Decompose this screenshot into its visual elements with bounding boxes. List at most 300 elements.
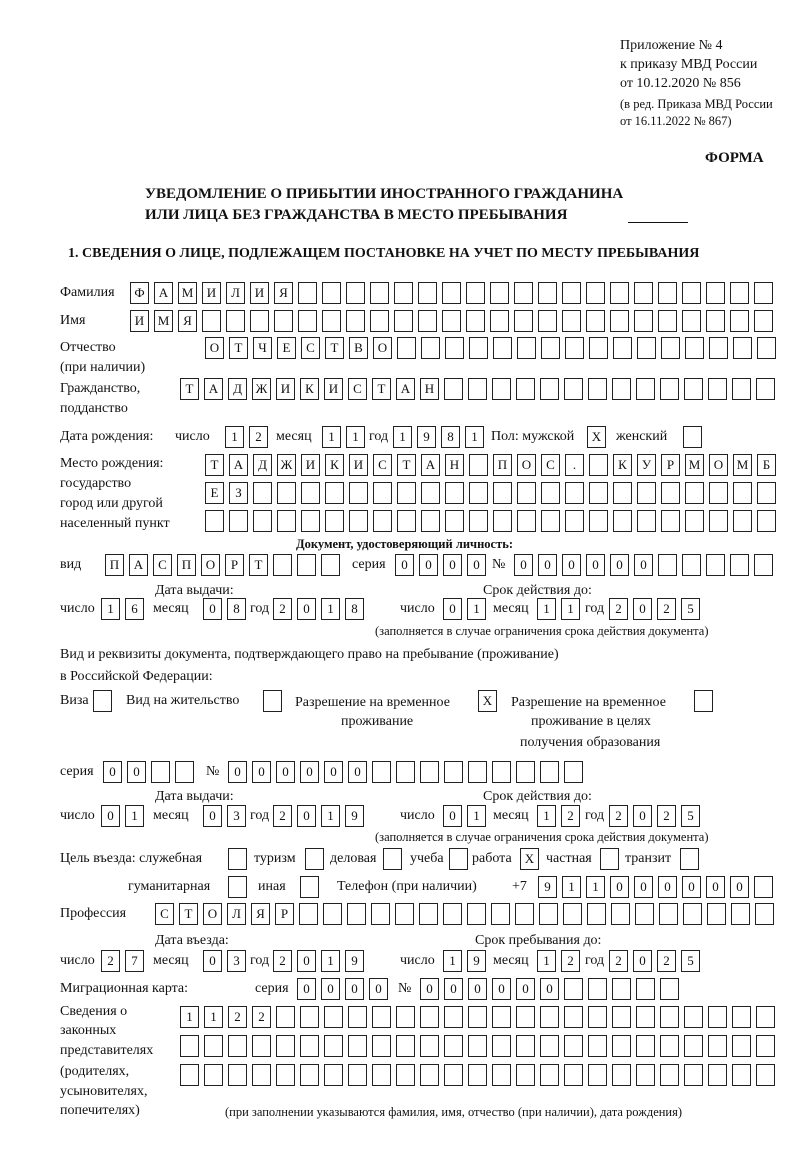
char-box[interactable] bbox=[325, 510, 344, 532]
char-box[interactable]: 9 bbox=[538, 876, 557, 898]
char-box[interactable] bbox=[682, 310, 701, 332]
char-box[interactable]: А bbox=[396, 378, 415, 400]
char-box[interactable] bbox=[373, 482, 392, 504]
char-box[interactable] bbox=[516, 1064, 535, 1086]
female-checkbox[interactable] bbox=[683, 426, 702, 448]
char-box[interactable]: Ж bbox=[252, 378, 271, 400]
char-box[interactable] bbox=[346, 282, 365, 304]
char-box[interactable] bbox=[445, 482, 464, 504]
char-box[interactable] bbox=[588, 978, 607, 1000]
char-box[interactable]: А bbox=[421, 454, 440, 476]
char-box[interactable] bbox=[613, 337, 632, 359]
char-box[interactable] bbox=[587, 903, 606, 925]
char-box[interactable] bbox=[756, 1064, 775, 1086]
char-box[interactable] bbox=[323, 903, 342, 925]
char-box[interactable]: В bbox=[349, 337, 368, 359]
char-box[interactable] bbox=[708, 1035, 727, 1057]
char-box[interactable] bbox=[661, 482, 680, 504]
char-box[interactable]: 2 bbox=[273, 950, 292, 972]
char-box[interactable]: П bbox=[493, 454, 512, 476]
char-box[interactable]: С bbox=[373, 454, 392, 476]
char-box[interactable] bbox=[754, 310, 773, 332]
char-box[interactable] bbox=[634, 310, 653, 332]
char-box[interactable]: 2 bbox=[273, 598, 292, 620]
char-box[interactable]: Ч bbox=[253, 337, 272, 359]
stay-number-field[interactable] bbox=[228, 761, 583, 783]
char-box[interactable]: 1 bbox=[561, 598, 580, 620]
char-box[interactable] bbox=[660, 978, 679, 1000]
char-box[interactable]: Н bbox=[445, 454, 464, 476]
mc-number-field[interactable] bbox=[420, 978, 679, 1000]
visa-checkbox[interactable] bbox=[93, 690, 112, 712]
char-box[interactable] bbox=[468, 761, 487, 783]
char-box[interactable] bbox=[492, 1035, 511, 1057]
char-box[interactable]: 0 bbox=[586, 554, 605, 576]
char-box[interactable] bbox=[370, 310, 389, 332]
char-box[interactable] bbox=[661, 510, 680, 532]
stay-issue-year-field[interactable] bbox=[273, 805, 364, 827]
char-box[interactable] bbox=[228, 848, 247, 870]
char-box[interactable] bbox=[757, 510, 776, 532]
char-box[interactable] bbox=[541, 510, 560, 532]
char-box[interactable] bbox=[418, 310, 437, 332]
char-box[interactable]: 1 bbox=[322, 426, 341, 448]
char-box[interactable] bbox=[564, 378, 583, 400]
char-box[interactable] bbox=[636, 1035, 655, 1057]
char-box[interactable]: Н bbox=[420, 378, 439, 400]
char-box[interactable] bbox=[299, 903, 318, 925]
char-box[interactable] bbox=[685, 510, 704, 532]
char-box[interactable]: 3 bbox=[227, 805, 246, 827]
char-box[interactable] bbox=[733, 337, 752, 359]
char-box[interactable]: 1 bbox=[180, 1006, 199, 1028]
char-box[interactable]: X bbox=[478, 690, 497, 712]
char-box[interactable] bbox=[325, 482, 344, 504]
char-box[interactable] bbox=[396, 1064, 415, 1086]
char-box[interactable]: Е bbox=[205, 482, 224, 504]
char-box[interactable] bbox=[517, 510, 536, 532]
char-box[interactable]: Т bbox=[205, 454, 224, 476]
char-box[interactable] bbox=[685, 337, 704, 359]
char-box[interactable]: 1 bbox=[467, 598, 486, 620]
char-box[interactable]: М bbox=[685, 454, 704, 476]
char-box[interactable] bbox=[492, 761, 511, 783]
char-box[interactable]: Д bbox=[253, 454, 272, 476]
char-box[interactable]: 0 bbox=[633, 950, 652, 972]
char-box[interactable] bbox=[709, 510, 728, 532]
char-box[interactable]: 0 bbox=[321, 978, 340, 1000]
char-box[interactable] bbox=[709, 482, 728, 504]
citizenship-field[interactable] bbox=[180, 378, 775, 400]
char-box[interactable]: 0 bbox=[297, 805, 316, 827]
char-box[interactable]: 0 bbox=[395, 554, 414, 576]
char-box[interactable] bbox=[444, 1006, 463, 1028]
id-issue-day-field[interactable] bbox=[101, 598, 144, 620]
char-box[interactable] bbox=[612, 378, 631, 400]
stay-series-field[interactable] bbox=[103, 761, 194, 783]
char-box[interactable] bbox=[151, 761, 170, 783]
char-box[interactable] bbox=[276, 1064, 295, 1086]
char-box[interactable] bbox=[229, 510, 248, 532]
char-box[interactable] bbox=[684, 1064, 703, 1086]
char-box[interactable] bbox=[517, 482, 536, 504]
char-box[interactable] bbox=[322, 282, 341, 304]
char-box[interactable] bbox=[449, 848, 468, 870]
char-box[interactable]: 1 bbox=[537, 598, 556, 620]
char-box[interactable]: О bbox=[203, 903, 222, 925]
char-box[interactable]: 2 bbox=[252, 1006, 271, 1028]
char-box[interactable] bbox=[421, 510, 440, 532]
char-box[interactable] bbox=[468, 1006, 487, 1028]
trp-edu-checkbox[interactable] bbox=[694, 690, 713, 712]
char-box[interactable] bbox=[516, 761, 535, 783]
id-number-field[interactable] bbox=[514, 554, 773, 576]
char-box[interactable]: 8 bbox=[227, 598, 246, 620]
char-box[interactable] bbox=[684, 1006, 703, 1028]
surname-field[interactable] bbox=[130, 282, 773, 304]
char-box[interactable] bbox=[708, 1064, 727, 1086]
char-box[interactable] bbox=[684, 378, 703, 400]
char-box[interactable]: 2 bbox=[273, 805, 292, 827]
char-box[interactable] bbox=[420, 1064, 439, 1086]
purpose-private-checkbox[interactable] bbox=[600, 848, 619, 870]
char-box[interactable] bbox=[469, 454, 488, 476]
profession-field[interactable] bbox=[155, 903, 774, 925]
char-box[interactable]: О bbox=[201, 554, 220, 576]
char-box[interactable] bbox=[394, 310, 413, 332]
char-box[interactable]: 1 bbox=[125, 805, 144, 827]
purpose-work-checkbox[interactable] bbox=[520, 848, 539, 870]
char-box[interactable]: 2 bbox=[561, 805, 580, 827]
char-box[interactable]: Ж bbox=[277, 454, 296, 476]
char-box[interactable]: 1 bbox=[443, 950, 462, 972]
char-box[interactable] bbox=[612, 1064, 631, 1086]
char-box[interactable] bbox=[538, 282, 557, 304]
char-box[interactable]: 2 bbox=[609, 805, 628, 827]
purpose-business-checkbox[interactable] bbox=[383, 848, 402, 870]
char-box[interactable]: 0 bbox=[610, 554, 629, 576]
char-box[interactable] bbox=[445, 337, 464, 359]
char-box[interactable] bbox=[514, 282, 533, 304]
char-box[interactable] bbox=[469, 337, 488, 359]
char-box[interactable] bbox=[757, 337, 776, 359]
char-box[interactable]: 0 bbox=[276, 761, 295, 783]
char-box[interactable] bbox=[610, 310, 629, 332]
char-box[interactable]: 1 bbox=[321, 950, 340, 972]
char-box[interactable] bbox=[492, 1064, 511, 1086]
char-box[interactable] bbox=[708, 378, 727, 400]
char-box[interactable]: 9 bbox=[467, 950, 486, 972]
char-box[interactable]: 1 bbox=[225, 426, 244, 448]
char-box[interactable]: 0 bbox=[516, 978, 535, 1000]
char-box[interactable] bbox=[469, 482, 488, 504]
char-box[interactable] bbox=[660, 1035, 679, 1057]
char-box[interactable] bbox=[396, 761, 415, 783]
char-box[interactable]: 1 bbox=[393, 426, 412, 448]
char-box[interactable] bbox=[324, 1035, 343, 1057]
char-box[interactable]: А bbox=[204, 378, 223, 400]
char-box[interactable] bbox=[277, 482, 296, 504]
char-box[interactable] bbox=[658, 282, 677, 304]
residence-checkbox[interactable] bbox=[263, 690, 282, 712]
char-box[interactable] bbox=[637, 482, 656, 504]
char-box[interactable] bbox=[732, 378, 751, 400]
mc-series-field[interactable] bbox=[297, 978, 388, 1000]
char-box[interactable]: О bbox=[517, 454, 536, 476]
char-box[interactable] bbox=[276, 1006, 295, 1028]
char-box[interactable] bbox=[228, 1064, 247, 1086]
char-box[interactable]: 0 bbox=[420, 978, 439, 1000]
char-box[interactable] bbox=[613, 482, 632, 504]
char-box[interactable]: 2 bbox=[609, 598, 628, 620]
char-box[interactable]: У bbox=[637, 454, 656, 476]
char-box[interactable] bbox=[250, 310, 269, 332]
birth-year-field[interactable] bbox=[393, 426, 484, 448]
patronymic-field[interactable] bbox=[205, 337, 776, 359]
char-box[interactable]: Т bbox=[325, 337, 344, 359]
char-box[interactable] bbox=[565, 482, 584, 504]
char-box[interactable]: 0 bbox=[443, 598, 462, 620]
id-valid-year-field[interactable] bbox=[609, 598, 700, 620]
char-box[interactable]: С bbox=[155, 903, 174, 925]
char-box[interactable]: 0 bbox=[297, 950, 316, 972]
char-box[interactable]: А bbox=[229, 454, 248, 476]
char-box[interactable]: Т bbox=[180, 378, 199, 400]
char-box[interactable] bbox=[756, 1006, 775, 1028]
char-box[interactable] bbox=[682, 282, 701, 304]
char-box[interactable]: 1 bbox=[346, 426, 365, 448]
id-kind-field[interactable] bbox=[105, 554, 340, 576]
char-box[interactable] bbox=[589, 337, 608, 359]
char-box[interactable] bbox=[733, 510, 752, 532]
char-box[interactable]: К bbox=[325, 454, 344, 476]
char-box[interactable]: К bbox=[300, 378, 319, 400]
char-box[interactable]: 2 bbox=[609, 950, 628, 972]
char-box[interactable]: С bbox=[348, 378, 367, 400]
char-box[interactable] bbox=[305, 848, 324, 870]
char-box[interactable] bbox=[349, 482, 368, 504]
char-box[interactable] bbox=[682, 554, 701, 576]
char-box[interactable] bbox=[754, 876, 773, 898]
char-box[interactable]: 0 bbox=[127, 761, 146, 783]
char-box[interactable] bbox=[469, 510, 488, 532]
char-box[interactable] bbox=[276, 1035, 295, 1057]
birth-place-field-2[interactable] bbox=[205, 482, 776, 504]
char-box[interactable]: 0 bbox=[300, 761, 319, 783]
char-box[interactable]: 0 bbox=[348, 761, 367, 783]
char-box[interactable] bbox=[467, 903, 486, 925]
char-box[interactable]: 1 bbox=[537, 950, 556, 972]
char-box[interactable] bbox=[706, 282, 725, 304]
char-box[interactable] bbox=[563, 903, 582, 925]
char-box[interactable]: 1 bbox=[586, 876, 605, 898]
char-box[interactable]: 0 bbox=[444, 978, 463, 1000]
char-box[interactable] bbox=[586, 282, 605, 304]
char-box[interactable]: И bbox=[130, 310, 149, 332]
char-box[interactable]: 0 bbox=[419, 554, 438, 576]
char-box[interactable]: 9 bbox=[345, 805, 364, 827]
char-box[interactable] bbox=[346, 310, 365, 332]
char-box[interactable] bbox=[421, 337, 440, 359]
birth-day-field[interactable] bbox=[225, 426, 268, 448]
char-box[interactable] bbox=[443, 903, 462, 925]
char-box[interactable] bbox=[636, 1064, 655, 1086]
char-box[interactable]: 0 bbox=[514, 554, 533, 576]
id-valid-day-field[interactable] bbox=[443, 598, 486, 620]
char-box[interactable]: Л bbox=[226, 282, 245, 304]
char-box[interactable]: 0 bbox=[467, 554, 486, 576]
char-box[interactable]: С bbox=[541, 454, 560, 476]
birth-month-field[interactable] bbox=[322, 426, 365, 448]
char-box[interactable] bbox=[252, 1064, 271, 1086]
char-box[interactable]: 0 bbox=[468, 978, 487, 1000]
char-box[interactable] bbox=[466, 310, 485, 332]
char-box[interactable]: X bbox=[587, 426, 606, 448]
char-box[interactable]: И bbox=[324, 378, 343, 400]
char-box[interactable] bbox=[540, 1064, 559, 1086]
char-box[interactable] bbox=[660, 1006, 679, 1028]
char-box[interactable] bbox=[564, 761, 583, 783]
char-box[interactable]: 0 bbox=[345, 978, 364, 1000]
birth-place-field-3[interactable] bbox=[205, 510, 776, 532]
char-box[interactable] bbox=[468, 1035, 487, 1057]
char-box[interactable]: 6 bbox=[125, 598, 144, 620]
char-box[interactable]: Т bbox=[372, 378, 391, 400]
char-box[interactable] bbox=[565, 337, 584, 359]
id-issue-year-field[interactable] bbox=[273, 598, 364, 620]
char-box[interactable] bbox=[636, 378, 655, 400]
purpose-service-checkbox[interactable] bbox=[228, 848, 247, 870]
char-box[interactable]: Р bbox=[225, 554, 244, 576]
char-box[interactable] bbox=[540, 1006, 559, 1028]
char-box[interactable]: 1 bbox=[537, 805, 556, 827]
char-box[interactable]: 2 bbox=[657, 598, 676, 620]
char-box[interactable]: П bbox=[105, 554, 124, 576]
char-box[interactable] bbox=[588, 1006, 607, 1028]
stay-valid-year-field[interactable] bbox=[609, 805, 700, 827]
char-box[interactable] bbox=[588, 1064, 607, 1086]
char-box[interactable] bbox=[420, 1006, 439, 1028]
char-box[interactable] bbox=[757, 482, 776, 504]
char-box[interactable]: 0 bbox=[297, 598, 316, 620]
char-box[interactable] bbox=[274, 310, 293, 332]
char-box[interactable] bbox=[541, 337, 560, 359]
char-box[interactable] bbox=[634, 282, 653, 304]
purpose-tourism-checkbox[interactable] bbox=[305, 848, 324, 870]
char-box[interactable]: Т bbox=[179, 903, 198, 925]
char-box[interactable]: 2 bbox=[657, 805, 676, 827]
char-box[interactable] bbox=[540, 1035, 559, 1057]
char-box[interactable]: О bbox=[373, 337, 392, 359]
char-box[interactable] bbox=[564, 1035, 583, 1057]
char-box[interactable] bbox=[637, 510, 656, 532]
char-box[interactable]: И bbox=[301, 454, 320, 476]
char-box[interactable] bbox=[683, 426, 702, 448]
char-box[interactable]: М bbox=[733, 454, 752, 476]
char-box[interactable] bbox=[228, 1035, 247, 1057]
id-series-field[interactable] bbox=[395, 554, 486, 576]
char-box[interactable] bbox=[540, 378, 559, 400]
char-box[interactable]: О bbox=[205, 337, 224, 359]
char-box[interactable] bbox=[252, 1035, 271, 1057]
char-box[interactable] bbox=[659, 903, 678, 925]
char-box[interactable]: 0 bbox=[103, 761, 122, 783]
char-box[interactable] bbox=[397, 510, 416, 532]
char-box[interactable]: 1 bbox=[465, 426, 484, 448]
char-box[interactable] bbox=[396, 1035, 415, 1057]
char-box[interactable]: 7 bbox=[125, 950, 144, 972]
char-box[interactable] bbox=[493, 510, 512, 532]
char-box[interactable]: 0 bbox=[297, 978, 316, 1000]
char-box[interactable]: И bbox=[250, 282, 269, 304]
phone-field[interactable] bbox=[538, 876, 773, 898]
char-box[interactable] bbox=[419, 903, 438, 925]
trp-checkbox[interactable] bbox=[478, 690, 497, 712]
stay-until-month-field[interactable] bbox=[537, 950, 580, 972]
char-box[interactable] bbox=[263, 690, 282, 712]
char-box[interactable] bbox=[204, 1064, 223, 1086]
char-box[interactable] bbox=[600, 848, 619, 870]
char-box[interactable] bbox=[202, 310, 221, 332]
char-box[interactable]: И bbox=[202, 282, 221, 304]
char-box[interactable] bbox=[322, 310, 341, 332]
purpose-other-checkbox[interactable] bbox=[300, 876, 319, 898]
char-box[interactable]: П bbox=[177, 554, 196, 576]
char-box[interactable] bbox=[540, 761, 559, 783]
char-box[interactable]: X bbox=[520, 848, 539, 870]
char-box[interactable] bbox=[610, 282, 629, 304]
char-box[interactable]: 0 bbox=[203, 598, 222, 620]
id-valid-month-field[interactable] bbox=[537, 598, 580, 620]
entry-month-field[interactable] bbox=[203, 950, 246, 972]
char-box[interactable]: 2 bbox=[657, 950, 676, 972]
char-box[interactable]: 0 bbox=[492, 978, 511, 1000]
stay-valid-day-field[interactable] bbox=[443, 805, 486, 827]
char-box[interactable] bbox=[660, 1064, 679, 1086]
char-box[interactable] bbox=[612, 1006, 631, 1028]
char-box[interactable] bbox=[348, 1006, 367, 1028]
char-box[interactable] bbox=[348, 1064, 367, 1086]
char-box[interactable] bbox=[586, 310, 605, 332]
char-box[interactable] bbox=[562, 282, 581, 304]
stay-until-day-field[interactable] bbox=[443, 950, 486, 972]
char-box[interactable]: 0 bbox=[682, 876, 701, 898]
char-box[interactable] bbox=[589, 454, 608, 476]
char-box[interactable] bbox=[492, 1006, 511, 1028]
purpose-transit-checkbox[interactable] bbox=[680, 848, 699, 870]
char-box[interactable] bbox=[541, 482, 560, 504]
char-box[interactable]: 5 bbox=[681, 805, 700, 827]
stay-valid-month-field[interactable] bbox=[537, 805, 580, 827]
char-box[interactable] bbox=[420, 1035, 439, 1057]
char-box[interactable]: К bbox=[613, 454, 632, 476]
char-box[interactable] bbox=[731, 903, 750, 925]
char-box[interactable]: 0 bbox=[203, 805, 222, 827]
char-box[interactable]: 8 bbox=[345, 598, 364, 620]
purpose-humanitarian-checkbox[interactable] bbox=[228, 876, 247, 898]
char-box[interactable] bbox=[253, 482, 272, 504]
char-box[interactable] bbox=[394, 282, 413, 304]
char-box[interactable] bbox=[516, 1035, 535, 1057]
char-box[interactable]: 0 bbox=[706, 876, 725, 898]
char-box[interactable]: А bbox=[129, 554, 148, 576]
char-box[interactable] bbox=[636, 1006, 655, 1028]
char-box[interactable] bbox=[373, 510, 392, 532]
char-box[interactable] bbox=[175, 761, 194, 783]
char-box[interactable] bbox=[444, 761, 463, 783]
char-box[interactable]: 0 bbox=[538, 554, 557, 576]
birth-place-field-1[interactable] bbox=[205, 454, 776, 476]
